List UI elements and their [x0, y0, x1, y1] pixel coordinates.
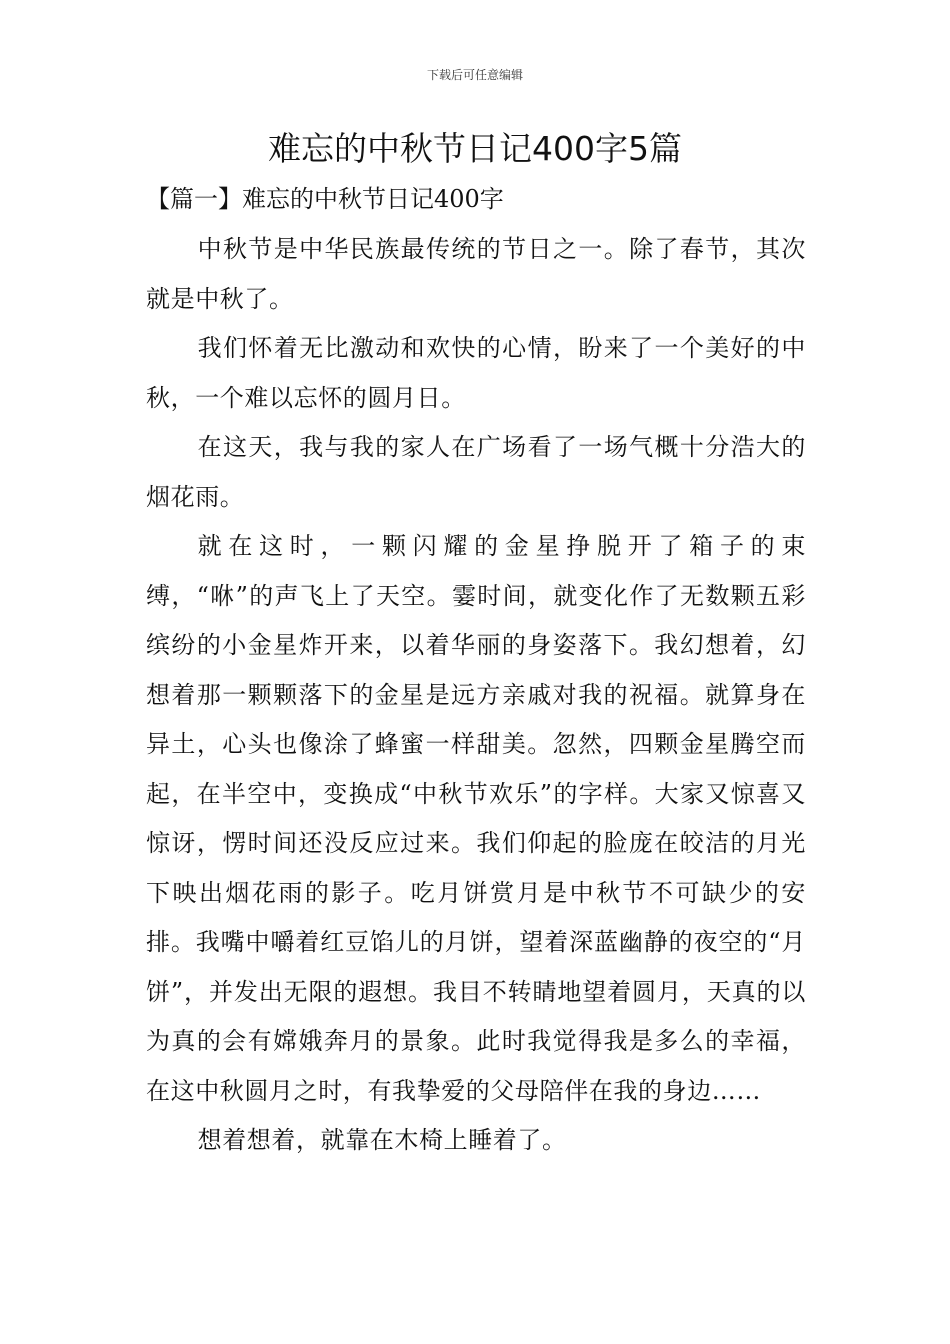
document-title: 难忘的中秋节日记400字5篇: [268, 129, 682, 168]
paragraph: 就在这时，一颗闪耀的金星挣脱开了箱子的束缚，“咻”的声飞上了天空。霎时间，就变化作了无数颗五彩缤纷的小金星炸开来，以着华丽的身姿落下。我幻想着，幻想着那一颗颗落下的金星是远方亲戚对我的祝福。就算身在异土，心头也像涂了蜂蜜一样甜美。忽然，四颗金星腾空而起，在半空中，变换成“中秋节欢乐”的字样。大家又惊喜又惊讶，愣时间还没反应过来。我们仰起的脸庞在皎洁的月光下映出烟花雨的影子。吃月饼赏月是中秋节不可缺少的安排。我嘴中嚼着红豆馅儿的月饼，望着深蓝幽静的夜空的“月饼”，并发出无限的遐想。我目不转睛地望着圆月，天真的以为真的会有嫦娥奔月的景象。此时我觉得我是多么的幸福，在这中秋圆月之时，有我挚爱的父母陪伴在我的身边……: [146, 532, 806, 1105]
header-note: 下载后可任意编辑: [426, 68, 523, 82]
paragraph: 想着想着，就靠在木椅上睡着了。: [197, 1126, 567, 1154]
article-body: [146, 225, 806, 1166]
section-heading: 【篇一】难忘的中秋节日记400字: [146, 185, 504, 213]
paragraph: 在这天，我与我的家人在广场看了一场气概十分浩大的烟花雨。: [146, 433, 806, 511]
paragraph: 中秋节是中华民族最传统的节日之一。除了春节，其次就是中秋了。: [146, 235, 806, 313]
paragraph: 我们怀着无比激动和欢快的心情，盼来了一个美好的中秋，一个难以忘怀的圆月日。: [146, 334, 806, 412]
